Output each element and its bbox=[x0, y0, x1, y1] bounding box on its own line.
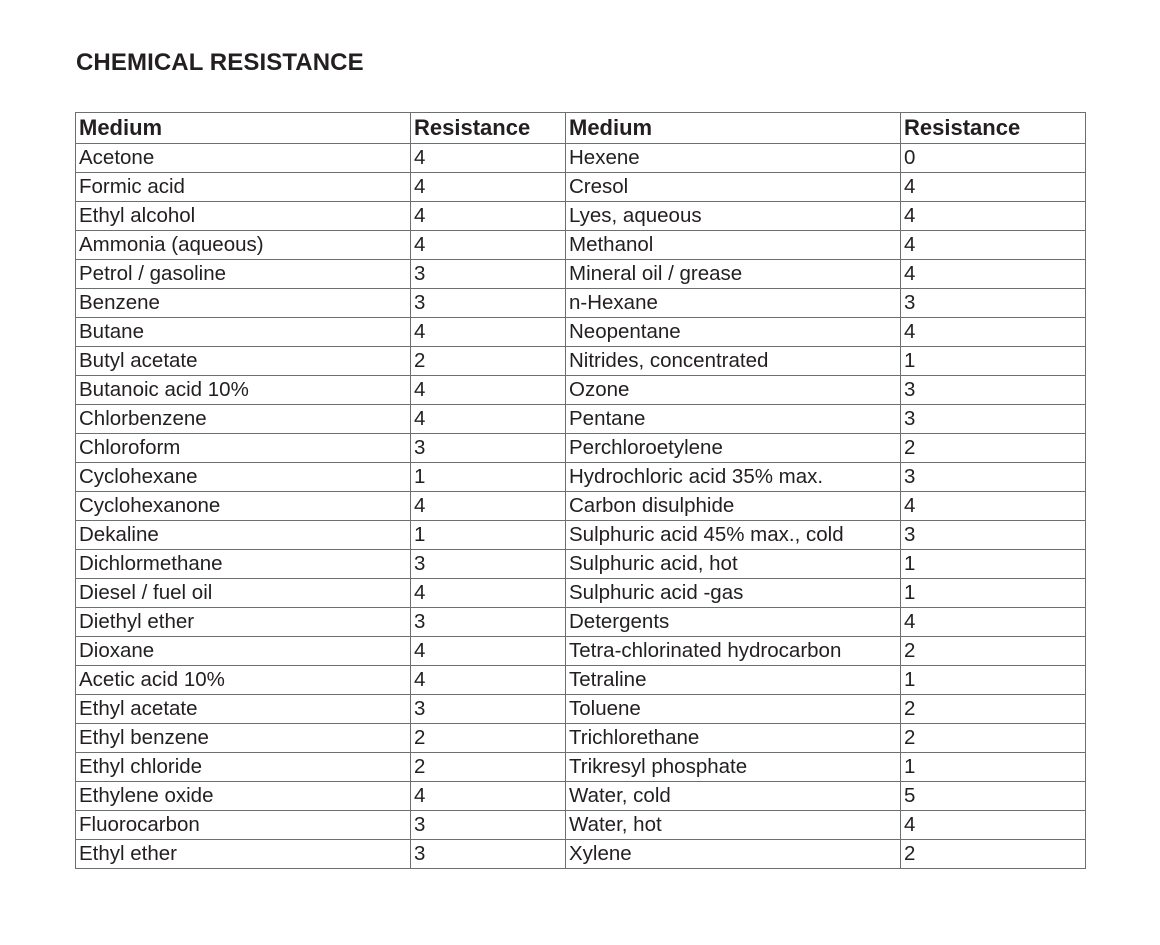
table-row bbox=[76, 260, 1086, 289]
medium-cell: Ethyl alcohol bbox=[76, 202, 411, 231]
resistance-cell: 3 bbox=[901, 521, 1086, 550]
resistance-cell: 4 bbox=[411, 231, 566, 260]
medium-cell: Mineral oil / grease bbox=[566, 260, 901, 289]
column-header-medium: Medium bbox=[76, 113, 411, 144]
medium-cell: Perchloroetylene bbox=[566, 434, 901, 463]
resistance-cell: 3 bbox=[901, 376, 1086, 405]
resistance-cell: 3 bbox=[411, 811, 566, 840]
table-row bbox=[76, 550, 1086, 579]
medium-cell: Water, hot bbox=[566, 811, 901, 840]
medium-cell: Benzene bbox=[76, 289, 411, 318]
table-row bbox=[76, 289, 1086, 318]
resistance-cell: 3 bbox=[411, 550, 566, 579]
resistance-cell: 3 bbox=[411, 608, 566, 637]
medium-cell: Hexene bbox=[566, 144, 901, 173]
resistance-cell: 4 bbox=[411, 318, 566, 347]
resistance-cell: 4 bbox=[901, 260, 1086, 289]
medium-cell: Lyes, aqueous bbox=[566, 202, 901, 231]
medium-cell: Water, cold bbox=[566, 782, 901, 811]
resistance-cell: 4 bbox=[411, 173, 566, 202]
resistance-cell: 4 bbox=[411, 637, 566, 666]
resistance-cell: 2 bbox=[901, 637, 1086, 666]
table-row bbox=[76, 202, 1086, 231]
resistance-cell: 4 bbox=[411, 579, 566, 608]
table-body bbox=[76, 144, 1086, 869]
table-row bbox=[76, 782, 1086, 811]
resistance-cell: 3 bbox=[411, 434, 566, 463]
resistance-cell: 3 bbox=[411, 840, 566, 869]
resistance-cell: 0 bbox=[901, 144, 1086, 173]
table-row bbox=[76, 347, 1086, 376]
medium-cell: Fluorocarbon bbox=[76, 811, 411, 840]
table-row bbox=[76, 608, 1086, 637]
medium-cell: Tetra-chlorinated hydrocarbon bbox=[566, 637, 901, 666]
resistance-cell: 2 bbox=[411, 347, 566, 376]
medium-cell: Acetic acid 10% bbox=[76, 666, 411, 695]
table-row bbox=[76, 434, 1086, 463]
table-row bbox=[76, 811, 1086, 840]
table-row bbox=[76, 521, 1086, 550]
resistance-cell: 1 bbox=[901, 550, 1086, 579]
medium-cell: Dichlormethane bbox=[76, 550, 411, 579]
medium-cell: Dekaline bbox=[76, 521, 411, 550]
medium-cell: Toluene bbox=[566, 695, 901, 724]
medium-cell: Butane bbox=[76, 318, 411, 347]
table-row bbox=[76, 231, 1086, 260]
resistance-cell: 4 bbox=[411, 202, 566, 231]
medium-cell: Methanol bbox=[566, 231, 901, 260]
resistance-cell: 4 bbox=[411, 144, 566, 173]
resistance-cell: 1 bbox=[901, 579, 1086, 608]
resistance-cell: 4 bbox=[901, 318, 1086, 347]
resistance-cell: 2 bbox=[901, 840, 1086, 869]
column-header-resistance: Resistance bbox=[901, 113, 1086, 144]
medium-cell: Cyclohexanone bbox=[76, 492, 411, 521]
table-row bbox=[76, 666, 1086, 695]
resistance-cell: 3 bbox=[411, 695, 566, 724]
medium-cell: Detergents bbox=[566, 608, 901, 637]
medium-cell: Cyclohexane bbox=[76, 463, 411, 492]
resistance-cell: 4 bbox=[411, 492, 566, 521]
medium-cell: Neopentane bbox=[566, 318, 901, 347]
medium-cell: Ethyl chloride bbox=[76, 753, 411, 782]
column-header-resistance: Resistance bbox=[411, 113, 566, 144]
medium-cell: Sulphuric acid -gas bbox=[566, 579, 901, 608]
resistance-cell: 4 bbox=[411, 666, 566, 695]
medium-cell: Pentane bbox=[566, 405, 901, 434]
table-row bbox=[76, 173, 1086, 202]
resistance-cell: 3 bbox=[901, 463, 1086, 492]
medium-cell: Ammonia (aqueous) bbox=[76, 231, 411, 260]
resistance-cell: 4 bbox=[901, 202, 1086, 231]
medium-cell: Hydrochloric acid 35% max. bbox=[566, 463, 901, 492]
resistance-cell: 1 bbox=[901, 753, 1086, 782]
resistance-cell: 1 bbox=[901, 347, 1086, 376]
medium-cell: Ozone bbox=[566, 376, 901, 405]
resistance-cell: 4 bbox=[901, 492, 1086, 521]
resistance-cell: 4 bbox=[901, 608, 1086, 637]
medium-cell: Nitrides, concentrated bbox=[566, 347, 901, 376]
chemical-resistance-table bbox=[75, 112, 1086, 869]
resistance-cell: 3 bbox=[901, 289, 1086, 318]
medium-cell: Carbon disulphide bbox=[566, 492, 901, 521]
medium-cell: Diesel / fuel oil bbox=[76, 579, 411, 608]
medium-cell: Ethylene oxide bbox=[76, 782, 411, 811]
medium-cell: Butanoic acid 10% bbox=[76, 376, 411, 405]
resistance-cell: 2 bbox=[901, 695, 1086, 724]
table-row bbox=[76, 695, 1086, 724]
resistance-cell: 1 bbox=[901, 666, 1086, 695]
page-title: CHEMICAL RESISTANCE bbox=[76, 49, 364, 76]
table-row bbox=[76, 840, 1086, 869]
table-row bbox=[76, 579, 1086, 608]
medium-cell: Sulphuric acid, hot bbox=[566, 550, 901, 579]
medium-cell: Acetone bbox=[76, 144, 411, 173]
resistance-cell: 2 bbox=[901, 434, 1086, 463]
resistance-cell: 4 bbox=[901, 173, 1086, 202]
table-row bbox=[76, 318, 1086, 347]
medium-cell: n-Hexane bbox=[566, 289, 901, 318]
resistance-cell: 4 bbox=[411, 782, 566, 811]
table-row bbox=[76, 376, 1086, 405]
resistance-cell: 4 bbox=[411, 376, 566, 405]
column-header-medium: Medium bbox=[566, 113, 901, 144]
resistance-cell: 1 bbox=[411, 463, 566, 492]
resistance-cell: 4 bbox=[411, 405, 566, 434]
table-row bbox=[76, 463, 1086, 492]
medium-cell: Trichlorethane bbox=[566, 724, 901, 753]
resistance-cell: 4 bbox=[901, 811, 1086, 840]
medium-cell: Chloroform bbox=[76, 434, 411, 463]
medium-cell: Xylene bbox=[566, 840, 901, 869]
resistance-cell: 3 bbox=[411, 289, 566, 318]
table-row bbox=[76, 724, 1086, 753]
resistance-cell: 2 bbox=[901, 724, 1086, 753]
resistance-cell: 5 bbox=[901, 782, 1086, 811]
medium-cell: Chlorbenzene bbox=[76, 405, 411, 434]
resistance-cell: 2 bbox=[411, 753, 566, 782]
table-header-row bbox=[76, 113, 1086, 144]
medium-cell: Formic acid bbox=[76, 173, 411, 202]
table-row bbox=[76, 144, 1086, 173]
medium-cell: Trikresyl phosphate bbox=[566, 753, 901, 782]
resistance-cell: 2 bbox=[411, 724, 566, 753]
medium-cell: Ethyl benzene bbox=[76, 724, 411, 753]
table-row bbox=[76, 405, 1086, 434]
medium-cell: Dioxane bbox=[76, 637, 411, 666]
medium-cell: Petrol / gasoline bbox=[76, 260, 411, 289]
resistance-cell: 3 bbox=[901, 405, 1086, 434]
resistance-cell: 1 bbox=[411, 521, 566, 550]
table-row bbox=[76, 492, 1086, 521]
resistance-cell: 4 bbox=[901, 231, 1086, 260]
medium-cell: Diethyl ether bbox=[76, 608, 411, 637]
medium-cell: Tetraline bbox=[566, 666, 901, 695]
medium-cell: Cresol bbox=[566, 173, 901, 202]
medium-cell: Butyl acetate bbox=[76, 347, 411, 376]
medium-cell: Ethyl acetate bbox=[76, 695, 411, 724]
table-row bbox=[76, 637, 1086, 666]
resistance-cell: 3 bbox=[411, 260, 566, 289]
medium-cell: Sulphuric acid 45% max., cold bbox=[566, 521, 901, 550]
table-row bbox=[76, 753, 1086, 782]
medium-cell: Ethyl ether bbox=[76, 840, 411, 869]
